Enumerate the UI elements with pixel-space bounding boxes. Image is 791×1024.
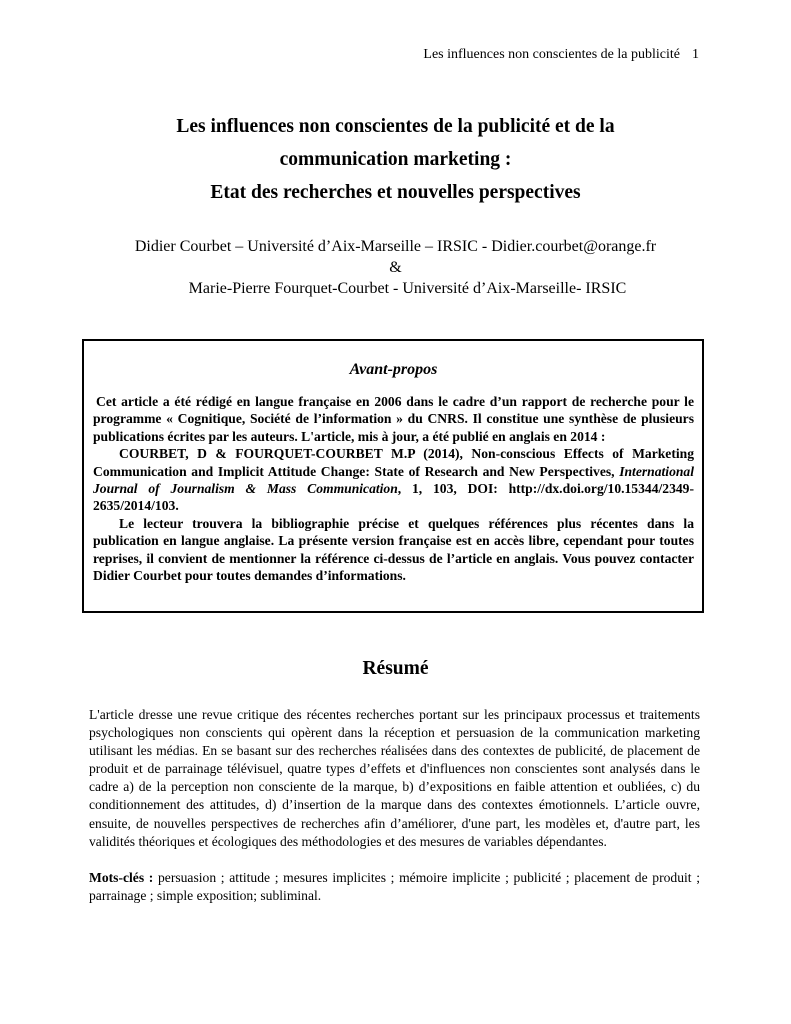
foreword-reference (93, 445, 694, 515)
abstract-body: L'article dresse une revue critique des récentes recherches portant sur les principaux processus et traitements psychologiques non conscients qui opèrent dans la réception et persuasion de la communication marketing utilisant les médias. En se basant sur des recherches réalisées dans des contextes de publicité, de placement de produit et de parrainage télévisuel, quatre types d’effets et d'influences non conscientes sont analysés dans le cadre a) de la perception non consciente de la marque, b) d’expositions en faible attention et oubliées, c) du conditionnement des attitudes, d) d’insertion de la marque dans des contextes émotionnels. L’article ouvre, ensuite, de nouvelles perspectives de recherches afin d’améliorer, d'une part, les modèles et, d'autre part, les validités théoriques et écologiques des méthodologies et des mesures de variables dépendantes. (89, 707, 700, 849)
abstract (89, 706, 700, 905)
running-head (423, 47, 699, 63)
author-line-2: Marie-Pierre Fourquet-Courbet - Université d’Aix-Marseille- IRSIC (188, 280, 627, 297)
reference-details: , 1, 103, DOI: http://dx.doi.org/10.15344/2349-2635/2014/103. (93, 481, 694, 514)
reference-authors: COURBET, D & FOURQUET-COURBET M.P (2014), Non-conscious Effects of Marketing Communication and Implicit Attitude Change: State of Research and New Perspectives, (93, 446, 694, 479)
author-line-1: Didier Courbet – Université d’Aix-Marseille – IRSIC - Didier.courbet@orange.fr (134, 238, 657, 255)
foreword-paragraph-1: Cet article a été rédigé en langue française en 2006 dans le cadre d’un rapport de recherche pour le programme « Cognitique, Société de l’information » du CNRS. Il constitue une synthèse de plusieurs publications écrites par les auteurs. L'article, mis à jour, a été publié en anglais en 2014 : (93, 394, 694, 444)
reference-journal: International Journal of Journalism & Mass Communication (93, 463, 694, 497)
page-number: 1 (692, 47, 699, 62)
keywords (89, 869, 700, 905)
title-line-3: Etat des recherches et nouvelles perspectives (210, 182, 581, 203)
foreword-title: Avant-propos (349, 361, 438, 378)
title-line-1: Les influences non conscientes de la publicité et de la (176, 116, 615, 137)
keywords-list: persuasion ; attitude ; mesures implicites ; mémoire implicite ; publicité ; placement de produit ; parrainage ; simple exposition; subliminal. (89, 869, 700, 903)
resume-heading: Résumé (362, 658, 429, 679)
running-head-title: Les influences non conscientes de la publicité (423, 47, 680, 62)
foreword-paragraph-3: Le lecteur trouvera la bibliographie précise et quelques références plus récentes dans la publication en langue anglaise. La présente version française est en accès libre, cependant pour toutes reprises, il convient de mentionner la référence ci-dessus de l’article en anglais. Vous pouvez contacter Didier Courbet pour toutes demandes d’informations. (93, 515, 694, 584)
author-separator: & (389, 259, 402, 276)
keywords-label: Mots-clés : (89, 869, 154, 885)
authors (0, 236, 791, 299)
article-title (0, 110, 791, 209)
foreword-body (93, 393, 694, 584)
foreword-box (82, 339, 704, 613)
title-line-2: communication marketing : (279, 149, 512, 170)
